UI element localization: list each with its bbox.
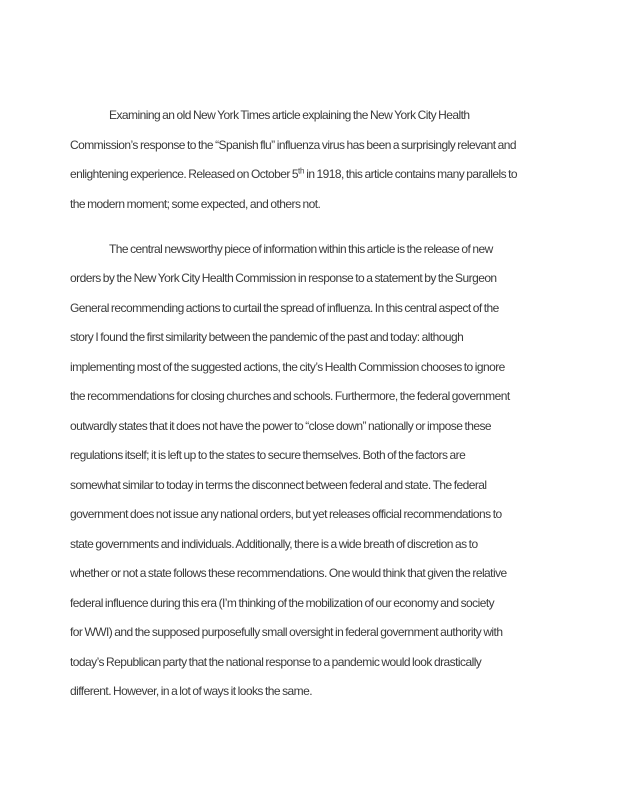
text-line: different. However, in a lot of ways it looks the same. — [70, 684, 312, 698]
text-line: the modern moment; some expected, and others not. — [70, 196, 321, 211]
text-line: federal influence during this era (I’m thinking of the mobilization of our economy and society — [70, 595, 495, 610]
text-line: government does not issue any national orders, but yet releases official recommendations to — [70, 507, 502, 521]
text-line — [70, 160, 590, 190]
text-line: The central newsworthy piece of information within this article is the release of new — [109, 241, 493, 256]
text-line: somewhat similar to today in terms the disconnect between federal and state. The federal — [70, 477, 487, 492]
text-line: Commission’s response to the “Spanish flu” influenza virus has been a surprisingly relevant and — [70, 137, 517, 152]
text-line: outwardly states that it does not have the power to “close down” nationally or impose these — [70, 418, 492, 433]
text-segment: enlightening experience. Released on October 5 — [70, 167, 299, 181]
text-line: regulations itself; it is left up to the states to secure themselves. Both of the factors are — [70, 448, 466, 462]
text-line: today’s Republican party that the national response to a pandemic would look drastically — [70, 654, 482, 669]
text-line: the recommendations for closing churches and schools. Furthermore, the federal government — [70, 389, 510, 403]
text-line: orders by the New York City Health Commission in response to a statement by the Surgeon — [70, 271, 497, 285]
text-line: state governments and individuals. Additionally, there is a wide breath of discretion as to — [70, 536, 478, 551]
text-line: for WWI) and the supposed purposefully small oversight in federal government authority with — [70, 625, 503, 639]
text-line: implementing most of the suggested actions, the city’s Health Commission chooses to ignore — [70, 359, 505, 374]
text-line: General recommending actions to curtail the spread of influenza. In this central aspect of the — [70, 300, 499, 315]
text-segment: in 1918, this article contains many parallels to — [304, 167, 518, 181]
text-line: whether or not a state follows these recommendations. One would think that given the relative — [70, 566, 507, 580]
text-line: story I found the first similarity between the pandemic of the past and today: although — [70, 330, 464, 344]
superscript-th: th — [298, 166, 305, 176]
paragraph-2 — [70, 235, 590, 707]
text-line: Examining an old New York Times article explaining the New York City Health — [109, 108, 470, 122]
paragraph-1 — [70, 101, 590, 219]
